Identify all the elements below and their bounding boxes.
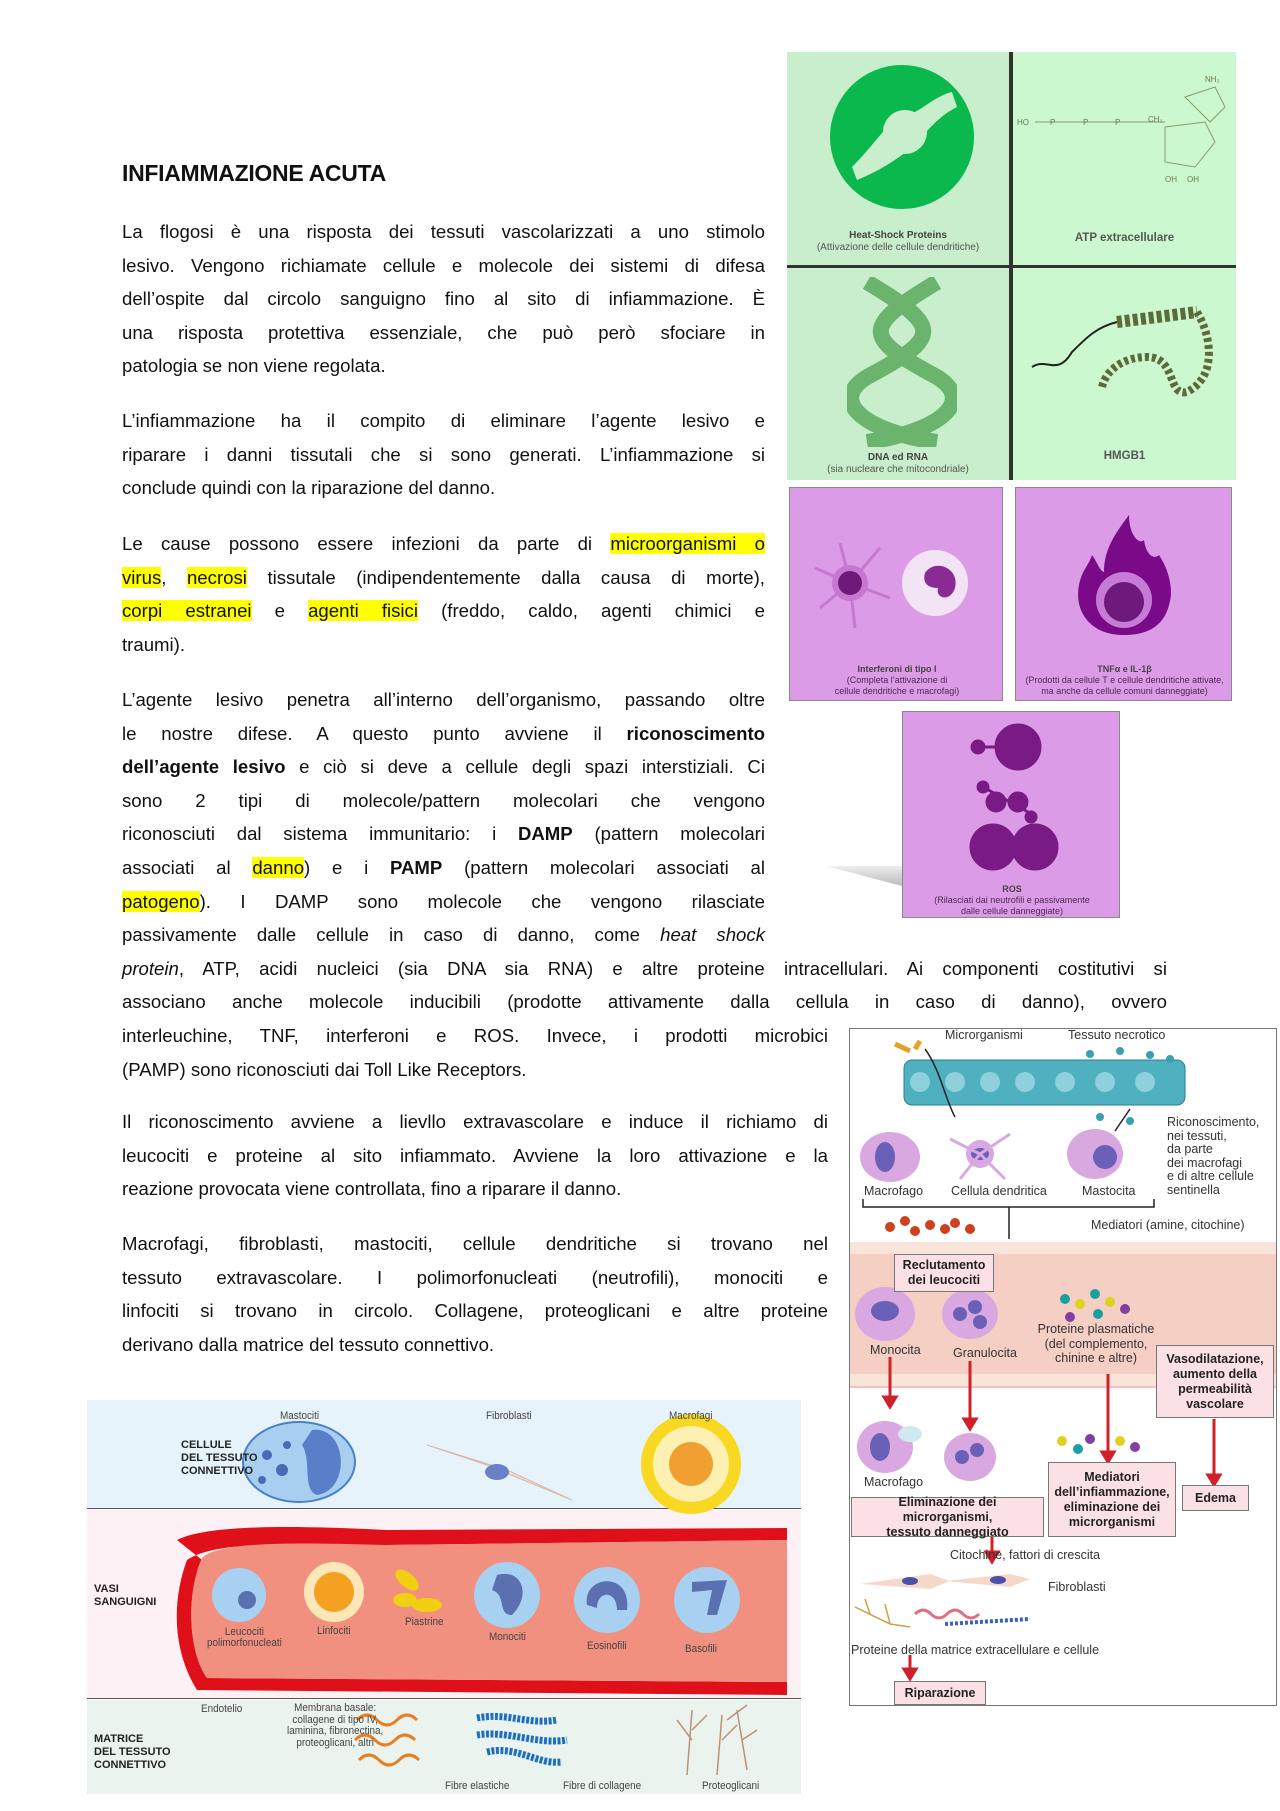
text-segment: sono 2 tipi di molecole/pattern molecolari che vengono	[122, 789, 765, 811]
text-segment: L’agente lesivo penetra all’interno dell’organismo, passando oltre	[122, 689, 765, 710]
text-line	[122, 750, 765, 784]
text-segment: riparare i danni tissutali che si sono generati. L’infiammazione si	[122, 443, 765, 465]
text-segment: traumi).	[122, 633, 186, 655]
text-line	[122, 784, 765, 818]
text-segment: tessuto extravascolare. I polimorfonucleati (neutrofili), monociti e	[122, 1266, 828, 1288]
piastrine-label: Piastrine	[405, 1616, 444, 1628]
text-line	[122, 527, 765, 561]
text-segment: reazione provocata viene controllata, fino a riparare il danno.	[122, 1178, 622, 1200]
atp-structure-icon	[1015, 67, 1230, 207]
bold-term: DAMP	[517, 823, 573, 845]
proteoglicani-label: Proteoglicani	[702, 1780, 760, 1792]
fibre-elastiche-label: Fibre elastiche	[445, 1780, 510, 1792]
text-line	[122, 316, 765, 350]
text-line	[122, 438, 765, 472]
tnf-label: TNFα e IL-1β	[1097, 664, 1152, 674]
dendritic-cell-icon	[810, 528, 990, 638]
monocita-label: Monocita	[870, 1343, 921, 1357]
highlighted-term: virus	[122, 566, 162, 588]
text-line	[122, 1019, 828, 1053]
tnf-note: ma anche da cellule comuni danneggiate)	[1041, 686, 1208, 696]
eosinofili-label: Eosinofili	[587, 1640, 627, 1652]
text-segment: ). I DAMP sono molecole che vengono rilasciate	[199, 890, 765, 912]
paragraph	[122, 1105, 828, 1206]
highlighted-term: corpi estranei	[122, 600, 252, 622]
section-label-cellule: CELLULE DEL TESSUTO CONNETTIVO	[181, 1439, 258, 1477]
section-label-matrice: MATRICE DEL TESSUTO CONNETTIVO	[94, 1733, 171, 1771]
text-segment: , ATP, acidi nucleici (sia DNA sia RNA) e altre proteine intracellulari. Ai componenti costitutivi si	[178, 957, 1167, 979]
edema-box: Edema	[1182, 1485, 1249, 1511]
text-segment: Le cause possono essere infezioni da parte di	[122, 533, 611, 554]
text-line	[122, 404, 765, 438]
text-segment: dell’ospite dal circolo sanguigno fino al sito di infiammazione. È	[122, 288, 765, 310]
text-line	[122, 1294, 828, 1328]
microrganismi-label: Microrganismi	[945, 1028, 1023, 1042]
mediatori-amine-label: Mediatori (amine, citochine)	[1091, 1218, 1245, 1232]
atp-label: ATP extracellulare	[1074, 232, 1175, 244]
highlighted-term: microorganismi o	[610, 533, 765, 554]
bold-term: dell’agente lesivo	[122, 756, 286, 778]
membrana-basale-label: Membrana basale: collagene di tipo IV, laminina, fibronectina, proteoglicani, altri	[287, 1702, 384, 1749]
bold-term: PAMP	[389, 856, 443, 878]
proteine-plasmatiche-label: Proteine plasmatiche (del complemento, chinine e altre)	[1037, 1322, 1155, 1365]
text-segment: (PAMP) sono riconosciuti dai Toll Like Receptors.	[122, 1058, 527, 1080]
heat-shock-protein-icon	[817, 62, 987, 222]
text-segment: riconosciuti dal sistema immunitario: i	[122, 823, 518, 845]
text-segment: patologia se non viene regolata.	[122, 355, 386, 377]
reclutamento-box: Reclutamento dei leucociti	[894, 1254, 994, 1292]
text-line	[122, 561, 765, 595]
granulocita-label: Granulocita	[953, 1346, 1017, 1360]
linfociti-label: Linfociti	[317, 1625, 351, 1637]
text-segment: leucociti e proteine al sito infiammato. Avviene la loro attivazione e la	[122, 1144, 828, 1166]
text-segment: tissutale (indipendentemente dalla causa di morte),	[246, 566, 765, 588]
proteine-matrice-label: Proteine della matrice extracellulare e cellule	[851, 1643, 1100, 1657]
paragraph	[122, 527, 765, 661]
svg-text:HO: HO	[1017, 118, 1029, 127]
svg-text:P: P	[1083, 118, 1089, 127]
text-segment: (pattern molecolari associati al	[442, 856, 765, 878]
fibroblasti-label: Fibroblasti	[1048, 1580, 1106, 1594]
text-line	[122, 985, 1167, 1019]
connective-tissue-figure	[87, 1400, 801, 1794]
bold-term: riconoscimento	[626, 722, 765, 744]
interferon-panel	[789, 487, 1003, 701]
text-segment: conclude quindi con la riparazione del danno.	[122, 477, 496, 499]
text-line	[122, 349, 765, 383]
basofili-label: Basofili	[685, 1643, 717, 1655]
ifn-note: cellule dendritiche e macrofagi)	[834, 686, 960, 696]
endotelio-label: Endotelio	[201, 1703, 243, 1715]
fibroblasti-label: Fibroblasti	[486, 1410, 532, 1422]
italic-term: heat shock	[660, 924, 765, 946]
text-segment: (pattern molecolari	[572, 823, 765, 845]
text-segment: associano anche molecole inducibili (prodotte attivamente dalla cellula in caso di danno), ovvero	[122, 991, 1167, 1013]
text-line	[122, 594, 765, 628]
dna-icon	[847, 277, 957, 447]
ifn-note: (Completa l’attivazione di	[846, 675, 948, 685]
cellula-dendritica-label: Cellula dendritica	[951, 1184, 1047, 1198]
svg-text:P: P	[1050, 118, 1056, 127]
text-line	[122, 282, 765, 316]
ifn-label: Interferoni di tipo I	[857, 664, 937, 674]
svg-text:CH₂: CH₂	[1148, 115, 1163, 124]
tnf-panel	[1015, 487, 1232, 701]
text-segment: La flogosi è una risposta dei tessuti vascolarizzati a uno stimolo	[122, 221, 765, 242]
text-line	[122, 1172, 828, 1206]
svg-text:OH: OH	[1187, 175, 1199, 184]
divider	[787, 265, 1236, 268]
text-line	[122, 717, 765, 751]
tessuto-necrotico-label: Tessuto necrotico	[1068, 1028, 1166, 1042]
riconoscimento-label: Riconoscimento, nei tessuti, da parte dei macrofagi e di altre cellule sentinella	[1167, 1115, 1260, 1197]
hsp-label: Heat-Shock Proteins	[849, 230, 947, 241]
text-segment: e	[251, 600, 309, 622]
mediatori-infiammazione-box: Mediatori dell’infiammazione, eliminazione dei microrganismi	[1048, 1462, 1176, 1537]
riparazione-box: Riparazione	[894, 1681, 986, 1705]
leucociti-label: Leucociti polimorfonucleati	[207, 1626, 282, 1649]
ros-molecule-icon	[963, 722, 1063, 872]
macrofagi-label: Macrofagi	[669, 1410, 713, 1422]
text-line	[122, 1261, 828, 1295]
tnf-note: (Prodotti da cellule T e cellule dendritiche attivate,	[1025, 675, 1224, 685]
highlighted-term: agenti fisici	[308, 600, 418, 622]
text-line	[122, 215, 765, 249]
text-segment: ,	[161, 566, 187, 588]
highlighted-term: necrosi	[186, 566, 247, 588]
text-line	[122, 851, 765, 885]
text-line	[122, 471, 765, 505]
paragraph	[122, 404, 765, 505]
text-line	[122, 918, 765, 952]
text-segment: ) e i	[304, 856, 390, 878]
text-line	[122, 628, 765, 662]
italic-term: protein	[122, 957, 179, 979]
dna-label: DNA ed RNA	[867, 452, 929, 463]
text-line	[122, 1105, 828, 1139]
vasodilatazione-box: Vasodilatazione, aumento della permeabilità vascolare	[1156, 1345, 1274, 1418]
text-segment: Macrofagi, fibroblasti, mastociti, cellule dendritiche si trovano nel	[122, 1233, 828, 1254]
ros-panel	[902, 711, 1120, 918]
highlighted-term: danno	[252, 856, 305, 878]
ros-label: ROS	[1002, 884, 1022, 894]
mastocita-label: Mastocita	[1082, 1184, 1136, 1198]
ros-note: (Rilasciati dai neutrofili e passivamente	[934, 895, 1090, 905]
text-segment: linfociti si trovano in circolo. Collagene, proteoglicani e altre proteine	[122, 1300, 828, 1322]
page-title: INFIAMMAZIONE ACUTA	[122, 160, 386, 186]
text-segment: Il riconoscimento avviene a lievllo extravascolare e induce il richiamo di	[122, 1111, 828, 1132]
text-segment: una risposta protettiva essenziale, che può però sfociare in	[122, 321, 765, 343]
svg-text:NH₂: NH₂	[1205, 75, 1220, 84]
text-segment: derivano dalla matrice del tessuto connettivo.	[122, 1333, 495, 1355]
text-line	[122, 1328, 828, 1362]
svg-text:OH: OH	[1165, 175, 1177, 184]
text-segment: (freddo, caldo, agenti chimici e	[418, 600, 765, 622]
hmgb1-label: HMGB1	[1103, 450, 1146, 462]
text-line	[122, 885, 765, 919]
text-line	[122, 952, 1167, 986]
paragraph	[122, 1227, 828, 1361]
text-line	[122, 817, 765, 851]
ros-note: dalle cellule danneggiate)	[960, 906, 1064, 916]
hmgb1-protein-icon	[1027, 297, 1227, 417]
macrofago-label: Macrofago	[864, 1184, 924, 1198]
eliminazione-box: Eliminazione dei microrganismi, tessuto danneggiato	[851, 1497, 1044, 1537]
text-segment: L’infiammazione ha il compito di eliminare l’agente lesivo e	[122, 410, 765, 431]
macrofago-label-2: Macrofago	[864, 1475, 924, 1489]
text-line	[122, 249, 765, 283]
inflammation-process-diagram	[849, 1028, 1277, 1706]
highlighted-term: patogeno	[122, 890, 200, 912]
svg-text:P: P	[1115, 118, 1121, 127]
text-line	[122, 1227, 828, 1261]
text-line	[122, 1139, 828, 1173]
text-segment: le nostre difese. A questo punto avviene il	[122, 722, 627, 744]
hsp-note: (Attivazione delle cellule dendritiche)	[816, 242, 980, 253]
text-line	[122, 1053, 828, 1087]
text-segment: interleuchine, TNF, interferoni e ROS. Invece, i prodotti microbici	[122, 1024, 828, 1046]
text-segment: passivamente dalle cellule in caso di danno, come	[122, 924, 661, 946]
fire-icon	[1074, 510, 1174, 640]
citochine-label: Citochine, fattori di crescita	[950, 1548, 1101, 1562]
mastociti-label: Mastociti	[280, 1410, 320, 1422]
dna-note: (sia nucleare che mitocondriale)	[827, 464, 969, 475]
section-label-vasi: VASI SANGUIGNI	[94, 1583, 157, 1608]
text-line	[122, 683, 765, 717]
paragraph	[122, 215, 765, 383]
text-segment: e ciò si deve a cellule degli spazi interstiziali. Ci	[285, 756, 765, 778]
fibre-collagene-label: Fibre di collagene	[563, 1780, 642, 1792]
damp-figure	[787, 52, 1236, 480]
monociti-label: Monociti	[489, 1631, 526, 1643]
text-segment: lesivo. Vengono richiamate cellule e molecole dei sistemi di difesa	[122, 254, 765, 276]
text-segment: associati al	[122, 856, 253, 878]
